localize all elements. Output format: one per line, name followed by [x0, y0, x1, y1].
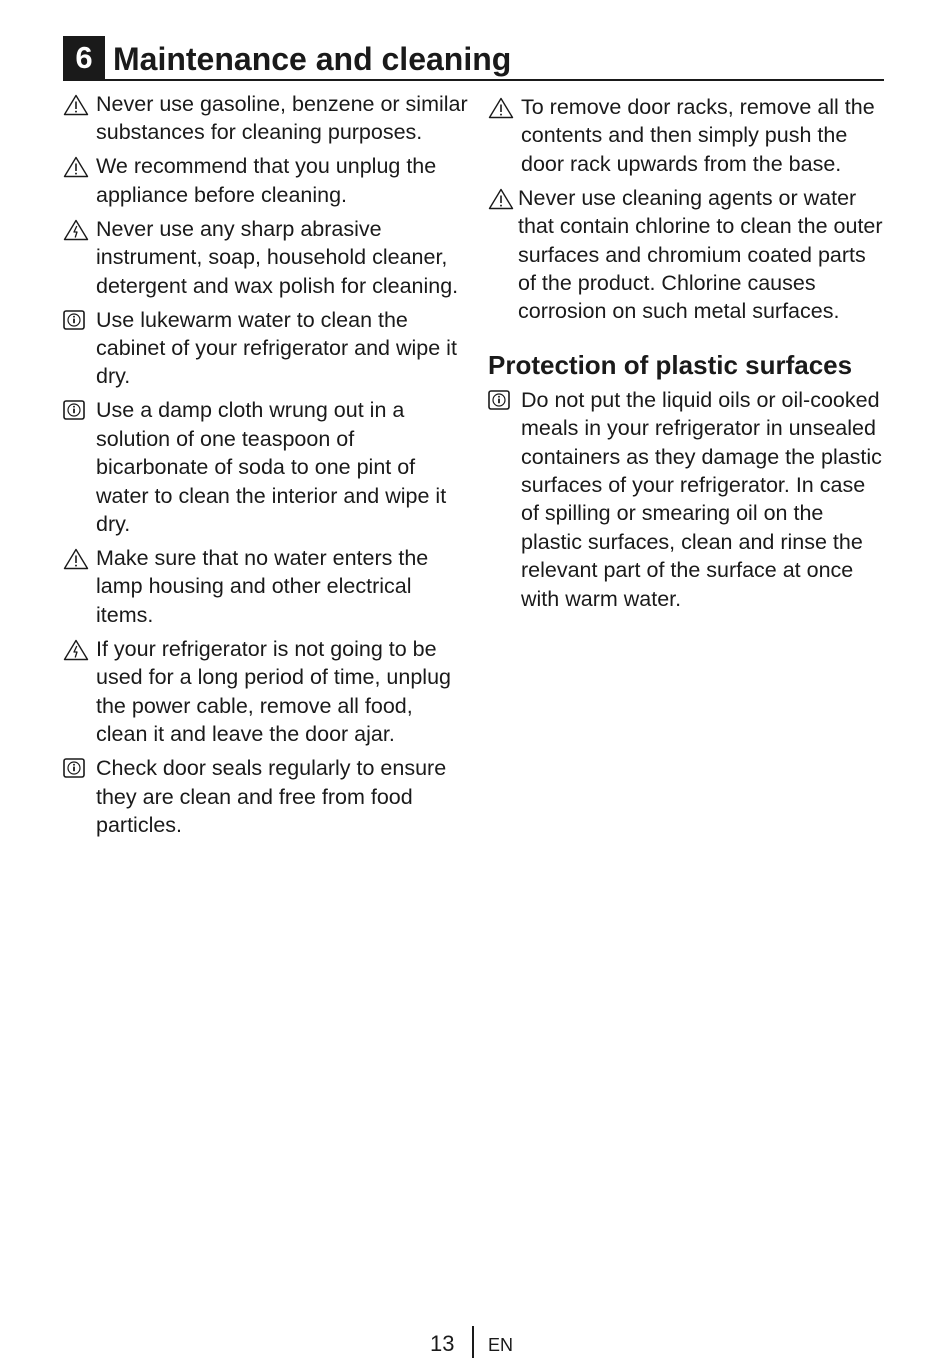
chapter-number-badge: 6 [63, 36, 105, 79]
info-icon [63, 400, 89, 422]
subsection-heading: Protection of plastic surfaces [488, 349, 853, 380]
list-item [63, 754, 468, 839]
item-text: Use a damp cloth wrung out in a solution of one teaspoon of bicarbonate of soda to one pint of water to clean the interior and wipe it dry. [96, 398, 447, 537]
item-text: We recommend that you unplug the appliance before cleaning. [96, 154, 437, 207]
list-item [488, 93, 888, 178]
info-icon [63, 758, 89, 780]
info-icon [488, 390, 514, 412]
page-footer [0, 1326, 950, 1362]
item-text: If your refrigerator is not going to be used for a long period of time, unplug the power cable, remove all food, clean it and leave the door ajar. [96, 636, 451, 747]
list-item [63, 635, 468, 749]
list-item [63, 90, 468, 147]
item-text: To remove door racks, remove all the contents and then simply push the door rack upwards from the base. [521, 95, 875, 176]
list-item [63, 215, 468, 300]
list-item [488, 184, 888, 326]
item-text: Use lukewarm water to clean the cabinet of your refrigerator and wipe it dry. [96, 307, 457, 389]
electrical-warning-icon [63, 639, 89, 661]
item-text: Make sure that no water enters the lamp housing and other electrical items. [96, 546, 429, 627]
item-text: Never use any sharp abrasive instrument, soap, household cleaner, detergent and wax polish for cleaning. [96, 216, 459, 298]
language-code: EN [488, 1335, 514, 1355]
page-number: 13 [430, 1331, 455, 1356]
item-text: Never use gasoline, benzene or similar substances for cleaning purposes. [96, 92, 468, 145]
item-text: Check door seals regularly to ensure they are clean and free from food particles. [96, 756, 447, 837]
footer-divider [472, 1326, 474, 1358]
right-column [488, 93, 888, 619]
list-item [63, 306, 468, 391]
warning-icon [63, 156, 89, 178]
chapter-title: Maintenance and cleaning [113, 41, 512, 77]
item-text: Do not put the liquid oils or oil-cooked meals in your refrigerator in unsealed containers as they damage the plastic surfaces of your refrigerator. In case of spilling or smearing oil on the plastic surfaces, clean and rinse the relevant part of the surface at once with warm water. [521, 387, 882, 611]
left-column [63, 90, 468, 845]
electrical-warning-icon [63, 219, 89, 241]
chapter-header [63, 36, 884, 81]
warning-icon [63, 548, 89, 570]
warning-icon [63, 94, 89, 116]
list-item [63, 396, 468, 538]
warning-icon [488, 188, 514, 210]
list-item [63, 152, 468, 209]
info-icon [63, 310, 89, 332]
list-item [63, 544, 468, 629]
item-text: Never use cleaning agents or water that contain chlorine to clean the outer surfaces and chromium coated parts of the product. Chlorine causes corrosion on such metal surfaces. [518, 185, 883, 324]
list-item [488, 386, 888, 613]
warning-icon [488, 97, 514, 119]
